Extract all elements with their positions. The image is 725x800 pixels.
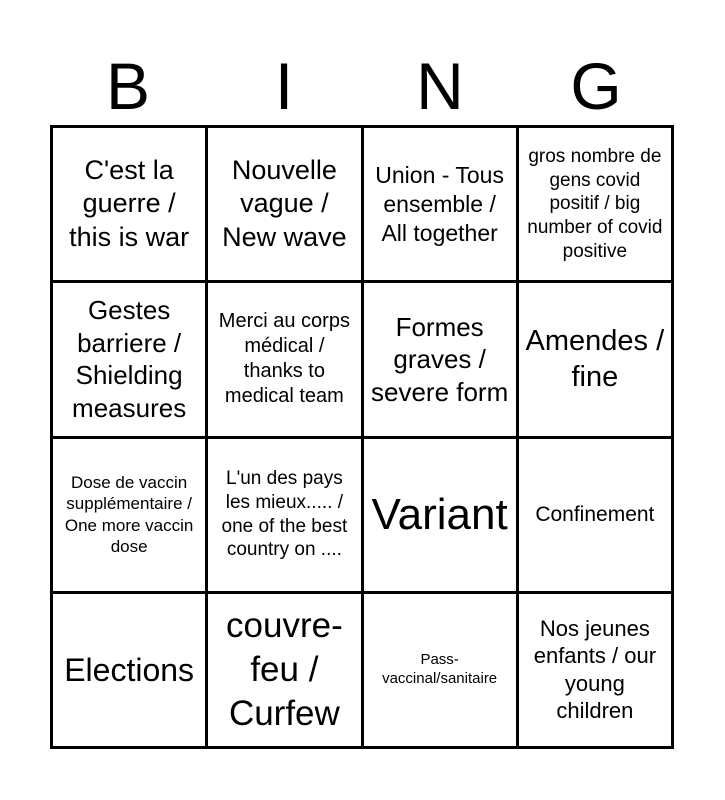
cell-text: C'est la guerre / this is war — [69, 154, 190, 252]
bingo-cell[interactable] — [53, 594, 205, 746]
header-letter-b: B — [105, 49, 151, 123]
bingo-cell[interactable] — [53, 128, 205, 280]
cell-text: Dose de vaccin supplémentaire / One more vaccin dose — [64, 473, 194, 556]
cell-text: Pass-vaccinal/sanitaire — [382, 651, 498, 687]
bingo-cell[interactable] — [364, 128, 516, 280]
cell-text: Nouvelle vague / New wave — [222, 154, 347, 252]
cell-text: Amendes / fine — [525, 325, 665, 394]
bingo-cell[interactable] — [364, 594, 516, 746]
bingo-cell[interactable] — [208, 439, 360, 591]
cell-text: Confinement — [535, 502, 655, 526]
bingo-cell[interactable] — [208, 128, 360, 280]
cell-text: Elections — [64, 651, 195, 688]
cell-text: Union - Tous ensemble / All together — [375, 162, 504, 246]
header-letter-n: N — [416, 49, 464, 123]
bingo-cell[interactable] — [519, 594, 671, 746]
cell-text: L'un des pays les mieux..... / one of the best country on .... — [221, 468, 348, 561]
cell-text: couvre-feu / Curfew — [226, 606, 343, 733]
cell-text: Merci au corps médical / thanks to medical team — [218, 310, 350, 408]
bingo-cell[interactable] — [208, 283, 360, 435]
bingo-cell[interactable] — [53, 283, 205, 435]
cell-text: Formes graves / severe form — [370, 311, 509, 407]
bingo-cell[interactable] — [519, 283, 671, 435]
bingo-cell[interactable] — [519, 439, 671, 591]
cell-text: Nos jeunes enfants / our young children — [533, 615, 657, 724]
bingo-header — [50, 48, 674, 124]
cell-text: Variant — [371, 490, 508, 540]
header-letter-i: I — [274, 49, 294, 123]
cell-text: Gestes barriere / Shielding measures — [72, 295, 187, 423]
bingo-cell[interactable] — [364, 439, 516, 591]
header-letter-g: G — [570, 49, 622, 123]
cell-text: gros nombre de gens covid positif / big number of covid positive — [527, 145, 663, 262]
bingo-cell[interactable] — [519, 128, 671, 280]
bingo-cell[interactable] — [208, 594, 360, 746]
bingo-cell[interactable] — [53, 439, 205, 591]
bingo-grid — [50, 125, 674, 749]
bingo-cell[interactable] — [364, 283, 516, 435]
